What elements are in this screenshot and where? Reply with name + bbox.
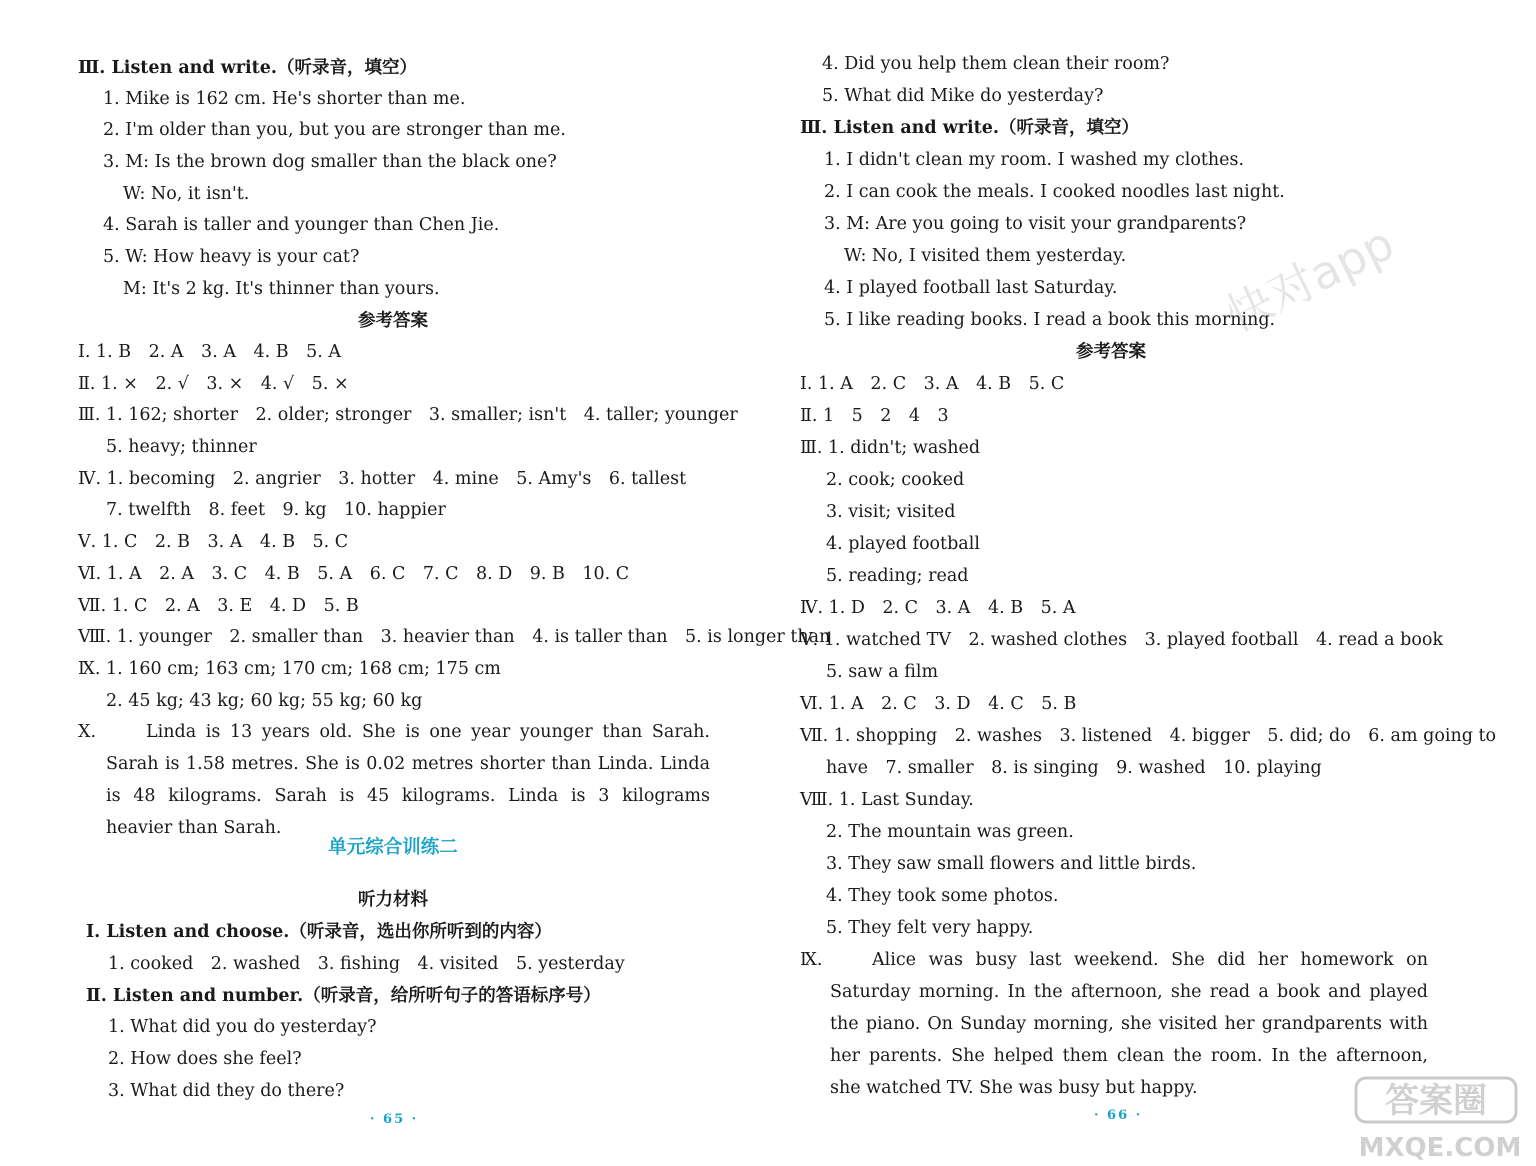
answer-paragraph: Alice was busy last weekend. She did her homework on Saturday morning. In the afternoon, she read a book and played the piano. On Sunday morning, she visited her grandparents with her parents. She helped them clean the room. In the afternoon, she watched TV. She was busy but happy. [830, 950, 1428, 1098]
answer-line: Ⅴ. 1. watched TV 2. washed clothes 3. played football 4. read a book [800, 630, 1444, 650]
section-title: Ⅲ. Listen and write.（听录音，填空） [78, 58, 417, 78]
logo-bottom-text: MXQE.COM [1358, 1133, 1522, 1162]
page-number: · 65 · [370, 1112, 419, 1127]
text-line: 5. W: How heavy is your cat? [103, 247, 360, 267]
text-line: 2. I can cook the meals. I cooked noodles last night. [824, 182, 1285, 202]
answer-line: 4. played football [826, 534, 980, 554]
answer-line: Ⅸ. 1. 160 cm; 163 cm; 170 cm; 168 cm; 175 cm [78, 659, 501, 679]
answer-line: Ⅲ. 1. 162; shorter 2. older; stronger 3. smaller; isn't 4. taller; younger [78, 405, 738, 425]
answer-line: 3. visit; visited [826, 502, 956, 522]
answer-line: 5. saw a film [826, 662, 939, 682]
text-line: 1. Mike is 162 cm. He's shorter than me. [103, 89, 466, 109]
text-line: 3. M: Are you going to visit your grandparents? [824, 214, 1247, 234]
answer-line: Ⅷ. 1. Last Sunday. [800, 790, 974, 810]
answer-line: 5. heavy; thinner [106, 437, 257, 457]
section-label: Ⅹ. [78, 722, 97, 742]
answers-heading: 参考答案 [358, 311, 428, 331]
text-line: M: It's 2 kg. It's thinner than yours. [123, 279, 440, 299]
unit-title: 单元综合训练二 [328, 837, 458, 858]
answer-paragraph: Linda is 13 years old. She is one year younger than Sarah. Sarah is 1.58 metres. She is 0.02 metres shorter than Linda. Linda is 48 kilograms. Sarah is 45 kilograms. Linda is 3 kilograms heavier than Sarah. [106, 722, 710, 838]
text-line: 5. What did Mike do yesterday? [822, 86, 1104, 106]
answers-heading: 参考答案 [1076, 342, 1146, 362]
section-title: Ⅲ. Listen and write.（听录音，填空） [800, 118, 1139, 138]
answer-line: Ⅳ. 1. D 2. C 3. A 4. B 5. A [800, 598, 1076, 618]
answer-line: Ⅴ. 1. C 2. B 3. A 4. B 5. C [78, 532, 349, 552]
answer-line: Ⅵ. 1. A 2. A 3. C 4. B 5. A 6. C 7. C 8. D 9. B 10. C [78, 564, 630, 584]
answer-line: 7. twelfth 8. feet 9. kg 10. happier [106, 500, 446, 520]
section-label: Ⅸ. [800, 950, 823, 970]
answer-line: 5. reading; read [826, 566, 969, 586]
text-line: 4. Sarah is taller and younger than Chen Jie. [103, 215, 500, 235]
text-line: 1. cooked 2. washed 3. fishing 4. visited 5. yesterday [108, 954, 625, 974]
answer-line: 2. The mountain was green. [826, 822, 1074, 842]
section-title: Ⅱ. Listen and number.（听录音，给所听句子的答语标序号） [86, 986, 601, 1006]
listening-heading: 听力材料 [358, 890, 428, 910]
answer-line: have 7. smaller 8. is singing 9. washed 10. playing [826, 758, 1322, 778]
text-line: 2. I'm older than you, but you are stronger than me. [103, 120, 566, 140]
text-line: 1. What did you do yesterday? [108, 1017, 377, 1037]
text-line: 3. What did they do there? [108, 1081, 345, 1101]
answer-circle-logo [1352, 1074, 1530, 1162]
text-line: W: No, I visited them yesterday. [844, 246, 1127, 266]
answer-line: Ⅶ. 1. C 2. A 3. E 4. D 5. B [78, 596, 359, 616]
answer-line: Ⅳ. 1. becoming 2. angrier 3. hotter 4. mine 5. Amy's 6. tallest [78, 469, 687, 489]
logo-top-text: 答案圈 [1385, 1081, 1487, 1121]
answer-line: Ⅱ. 1 5 2 4 3 [800, 406, 949, 426]
text-line: 2. How does she feel? [108, 1049, 302, 1069]
answer-line: Ⅵ. 1. A 2. C 3. D 4. C 5. B [800, 694, 1077, 714]
text-line: 4. Did you help them clean their room? [822, 54, 1170, 74]
answer-line: 2. cook; cooked [826, 470, 965, 490]
answer-line: Ⅰ. 1. B 2. A 3. A 4. B 5. A [78, 342, 341, 362]
answer-line: Ⅰ. 1. A 2. C 3. A 4. B 5. C [800, 374, 1065, 394]
text-line: 1. I didn't clean my room. I washed my clothes. [824, 150, 1245, 170]
answer-line: 2. 45 kg; 43 kg; 60 kg; 55 kg; 60 kg [106, 691, 423, 711]
answer-line: 5. They felt very happy. [826, 918, 1034, 938]
section-title: Ⅰ. Listen and choose.（听录音，选出你所听到的内容） [86, 922, 552, 942]
text-line: 5. I like reading books. I read a book this morning. [824, 310, 1276, 330]
text-line: 3. M: Is the brown dog smaller than the black one? [103, 152, 557, 172]
answer-line: Ⅶ. 1. shopping 2. washes 3. listened 4. bigger 5. did; do 6. am going to [800, 726, 1497, 746]
text-line: 4. I played football last Saturday. [824, 278, 1118, 298]
watermark-text: 快对app [1217, 215, 1403, 343]
answer-line: Ⅱ. 1. × 2. √ 3. × 4. √ 5. × [78, 374, 349, 394]
answer-line: Ⅲ. 1. didn't; washed [800, 438, 981, 458]
page-number: · 66 · [1094, 1108, 1143, 1123]
answer-line: 4. They took some photos. [826, 886, 1059, 906]
text-line: W: No, it isn't. [123, 184, 250, 204]
answer-line: 3. They saw small flowers and little birds. [826, 854, 1197, 874]
answer-line: Ⅷ. 1. younger 2. smaller than 3. heavier than 4. is taller than 5. is longer than [78, 627, 831, 647]
